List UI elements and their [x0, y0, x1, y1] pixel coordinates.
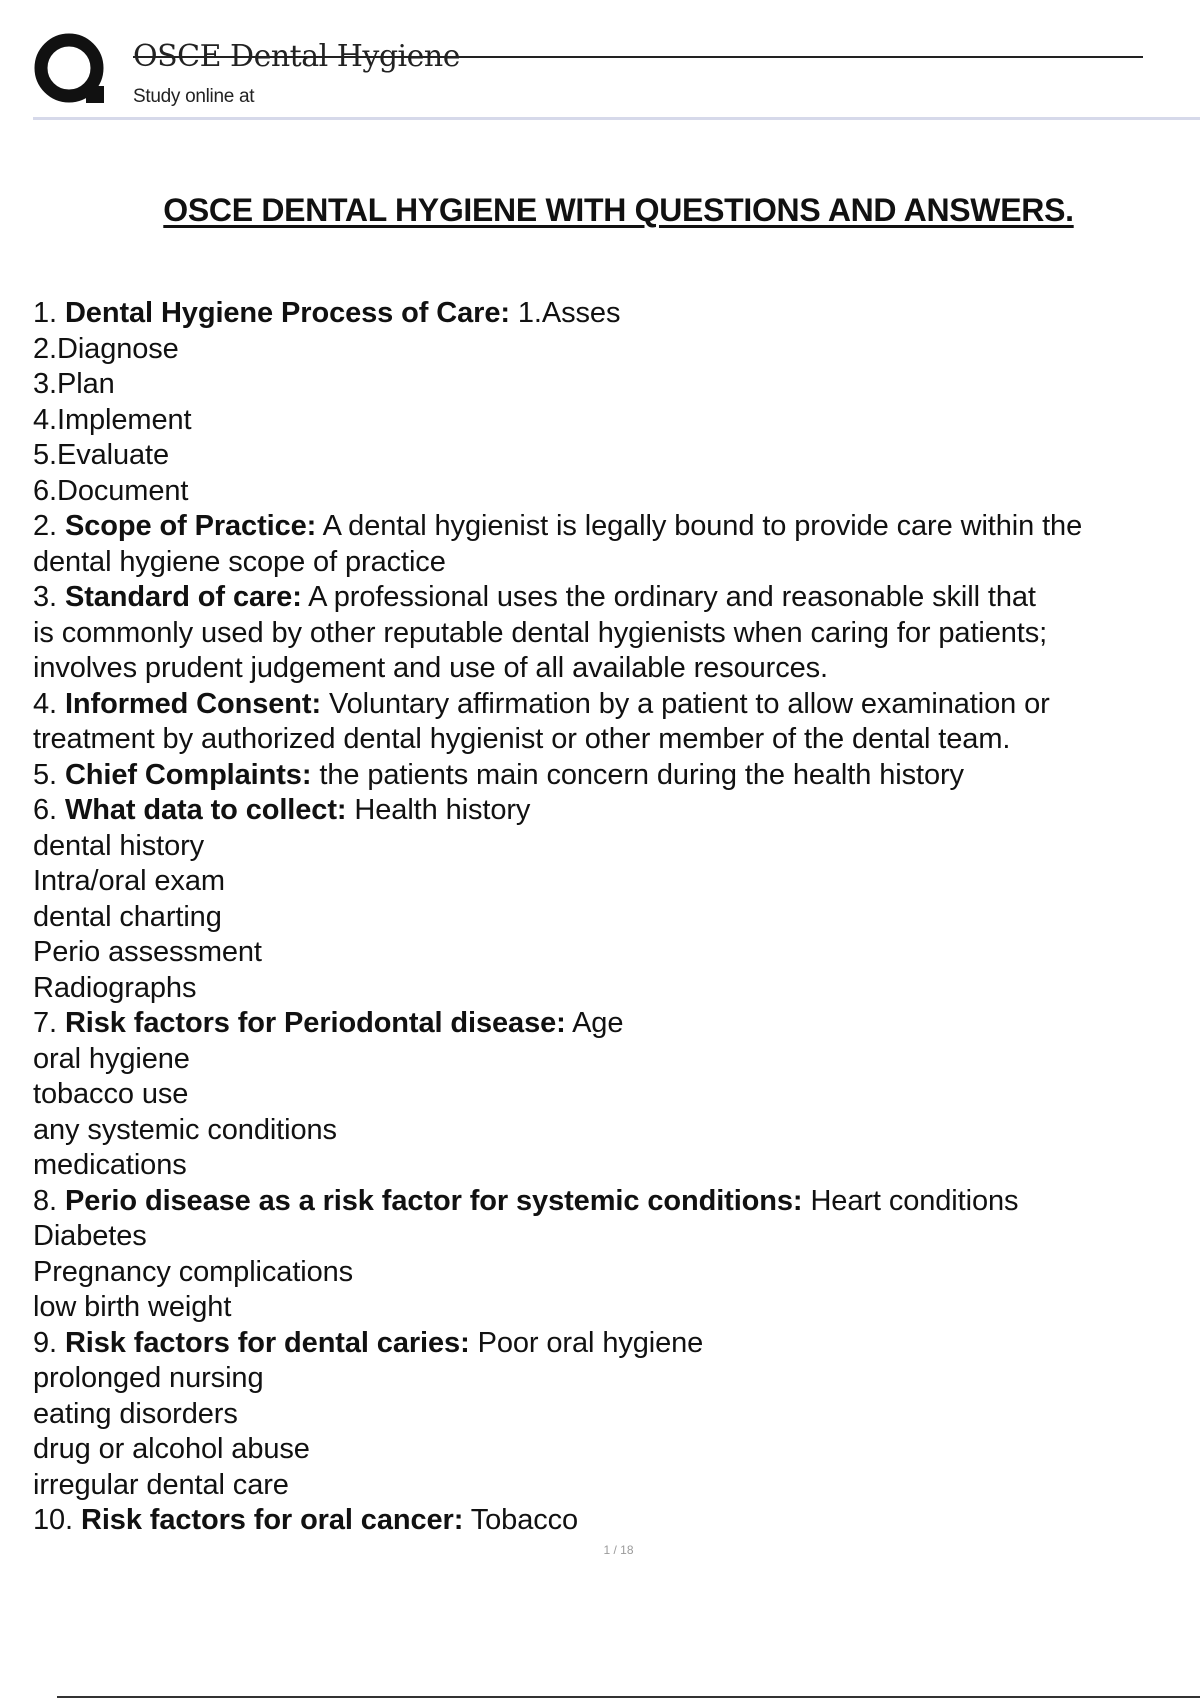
item-number: 7. [33, 1007, 57, 1039]
item-term: Risk factors for oral cancer: [80, 1504, 464, 1536]
item-term: Standard of care: [64, 581, 302, 613]
item-answer-line: tobacco use [33, 1078, 189, 1110]
item-answer: A dental hygienist is legally bound to provide care within the [322, 510, 1083, 542]
header-subtitle: Study online at [133, 86, 255, 107]
item-answer-line: eating disorders [33, 1397, 238, 1430]
item-answer-line: 5.Evaluate [33, 439, 170, 471]
item-term: Scope of Practice: [64, 510, 317, 542]
item-number: 3. [33, 581, 57, 613]
qa-item [33, 1503, 1200, 1539]
item-answer-line: dental history [33, 829, 205, 862]
item-answer-line: involves prudent judgement and use of all available resources. [33, 652, 829, 684]
item-answer: Health history [354, 794, 531, 826]
qa-item [33, 1184, 1200, 1220]
item-answer-line: is commonly used by other reputable dental hygienists when caring for patients; [33, 616, 1048, 649]
document-title: OSCE DENTAL HYGIENE WITH QUESTIONS AND ANSWERS. [163, 192, 1074, 228]
page-header [0, 0, 1200, 125]
item-answer: A professional uses the ordinary and reasonable skill that [308, 581, 1036, 613]
item-answer-line: 3.Plan [33, 368, 115, 400]
item-term: Risk factors for Periodontal disease: [64, 1007, 566, 1039]
item-answer-line: Perio assessment [33, 936, 262, 968]
qa-item [33, 509, 1200, 545]
item-answer-line: treatment by authorized dental hygienist or other member of the dental team. [33, 723, 1011, 755]
item-number: 8. [33, 1184, 57, 1217]
footer-rule [57, 1696, 1200, 1698]
qa-item [33, 687, 1200, 723]
item-term: Informed Consent: [64, 687, 322, 720]
item-number: 5. [33, 758, 57, 791]
q-logo-icon [34, 32, 106, 106]
item-answer-line: Diabetes [33, 1220, 147, 1252]
item-answer-line: irregular dental care [33, 1468, 289, 1501]
item-answer: Tobacco [470, 1504, 579, 1536]
qa-item [33, 580, 1200, 616]
page-number: 1 / 18 [603, 1543, 634, 1557]
item-answer-line: Pregnancy complications [33, 1255, 354, 1288]
item-answer: Heart conditions [810, 1184, 1019, 1217]
qa-list [33, 296, 1200, 1539]
item-term: Chief Complaints: [64, 758, 312, 791]
qa-item [33, 1006, 1200, 1042]
item-answer: 1.Asses [517, 297, 621, 329]
item-number: 6. [33, 794, 57, 826]
item-answer-line: prolonged nursing [33, 1362, 264, 1394]
item-answer-line: medications [33, 1149, 187, 1181]
item-answer-line: drug or alcohol abuse [33, 1433, 310, 1465]
item-answer-line: Radiographs [33, 971, 197, 1004]
qa-item [33, 793, 1200, 829]
item-answer: Poor oral hygiene [477, 1326, 704, 1359]
item-answer-line: low birth weight [33, 1291, 232, 1323]
item-answer-line: 4.Implement [33, 403, 192, 436]
qa-item [33, 296, 1200, 332]
item-number: 4. [33, 687, 57, 720]
item-answer-line: Intra/oral exam [33, 865, 225, 897]
qa-item [33, 758, 1200, 794]
item-term: Perio disease as a risk factor for systemic conditions: [64, 1184, 803, 1217]
item-answer-line: dental hygiene scope of practice [33, 545, 446, 578]
item-answer-line: 6.Document [33, 474, 189, 507]
header-divider [33, 117, 1200, 120]
item-answer: Age [572, 1007, 624, 1039]
item-answer: the patients main concern during the health history [319, 758, 964, 791]
item-answer-line: oral hygiene [33, 1042, 190, 1075]
item-term: Risk factors for dental caries: [64, 1326, 470, 1359]
item-term: Dental Hygiene Process of Care: [64, 297, 510, 329]
item-number: 1. [33, 297, 57, 329]
item-number: 2. [33, 510, 57, 542]
item-answer-line: any systemic conditions [33, 1113, 337, 1146]
qa-item [33, 1326, 1200, 1362]
item-term: What data to collect: [64, 794, 347, 826]
header-title: OSCE Dental Hygiene [133, 39, 460, 74]
item-number: 10. [33, 1504, 74, 1536]
item-answer-line: 2.Diagnose [33, 332, 179, 365]
item-answer-line: dental charting [33, 900, 222, 933]
item-answer: Voluntary affirmation by a patient to allow examination or [329, 687, 1050, 720]
item-number: 9. [33, 1326, 57, 1359]
